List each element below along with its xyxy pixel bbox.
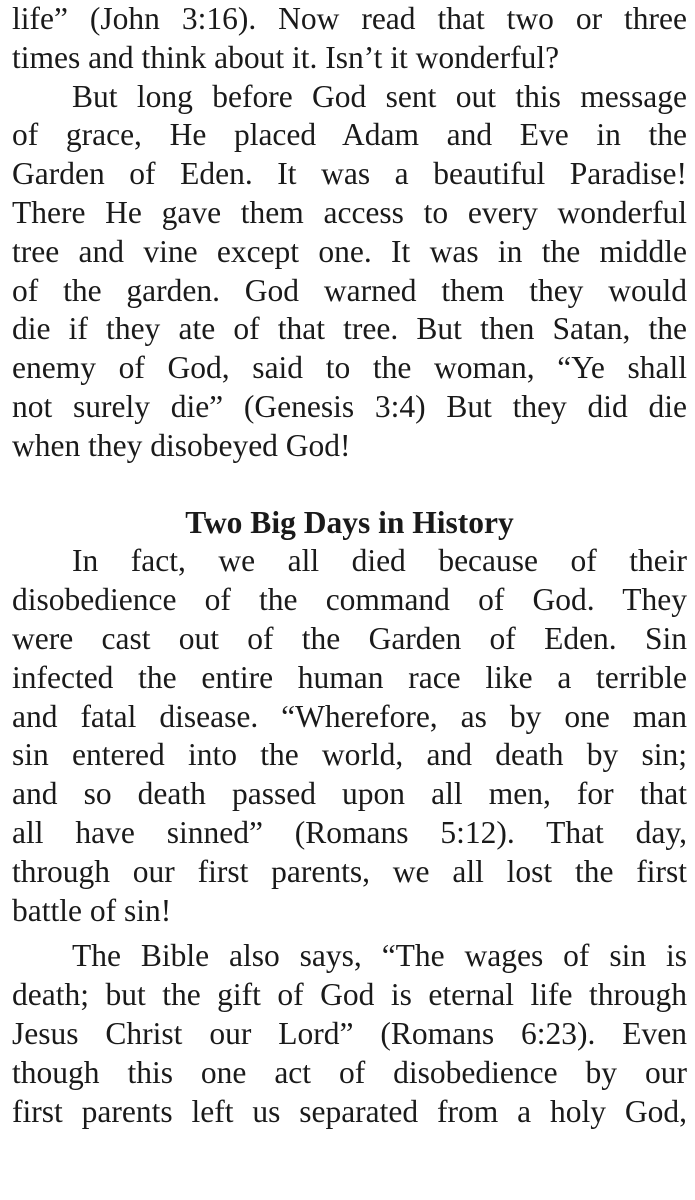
text-line: life” (John 3:16). Now read that two or three — [12, 1, 687, 36]
text-line: of grace, He placed Adam and Eve in the — [12, 117, 687, 153]
text-line: first parents left us separated from a holy God, — [12, 1093, 687, 1129]
text-line: times and think about it. Isn’t it wonderful? — [12, 39, 560, 75]
book-page — [12, 0, 687, 1131]
paragraph-2 — [12, 78, 687, 466]
text-line: But long before God sent out this message — [72, 78, 687, 114]
text-line: when they disobeyed God! — [12, 427, 351, 463]
paragraph-gap — [12, 930, 687, 937]
text-line: sin entered into the world, and death by sin; — [12, 737, 687, 773]
text-line: enemy of God, said to the woman, “Ye shall — [12, 350, 687, 386]
section-heading: Two Big Days in History — [185, 504, 514, 540]
text-line: were cast out of the Garden of Eden. Sin — [12, 620, 687, 656]
paragraph-1 — [12, 0, 687, 78]
paragraph-3 — [12, 542, 687, 930]
text-line: die if they ate of that tree. But then Satan, the — [12, 311, 687, 347]
text-line: The Bible also says, “The wages of sin is — [72, 938, 687, 974]
text-line: disobedience of the command of God. They — [12, 582, 687, 618]
text-line: infected the entire human race like a terrible — [12, 659, 687, 695]
text-line: Jesus Christ our Lord” (Romans 6:23). Even — [12, 1015, 687, 1051]
text-line: not surely die” (Genesis 3:4) But they did die — [12, 388, 687, 424]
text-line: In fact, we all died because of their — [72, 543, 687, 579]
text-line: all have sinned” (Romans 5:12). That day, — [12, 814, 687, 850]
text-line: and so death passed upon all men, for that — [12, 776, 687, 812]
text-line: though this one act of disobedience by our — [12, 1054, 687, 1090]
text-line: of the garden. God warned them they would — [12, 272, 687, 308]
text-line: battle of sin! — [12, 892, 172, 928]
section-spacer — [12, 466, 687, 504]
text-line: tree and vine except one. It was in the middle — [12, 233, 687, 269]
text-line: through our first parents, we all lost the first — [12, 853, 687, 889]
text-line: and fatal disease. “Wherefore, as by one man — [12, 698, 687, 734]
text-line: Garden of Eden. It was a beautiful Paradise! — [12, 156, 687, 192]
text-line: There He gave them access to every wonderful — [12, 194, 687, 230]
paragraph-4 — [12, 937, 687, 1131]
text-line: death; but the gift of God is eternal life through — [12, 977, 687, 1013]
